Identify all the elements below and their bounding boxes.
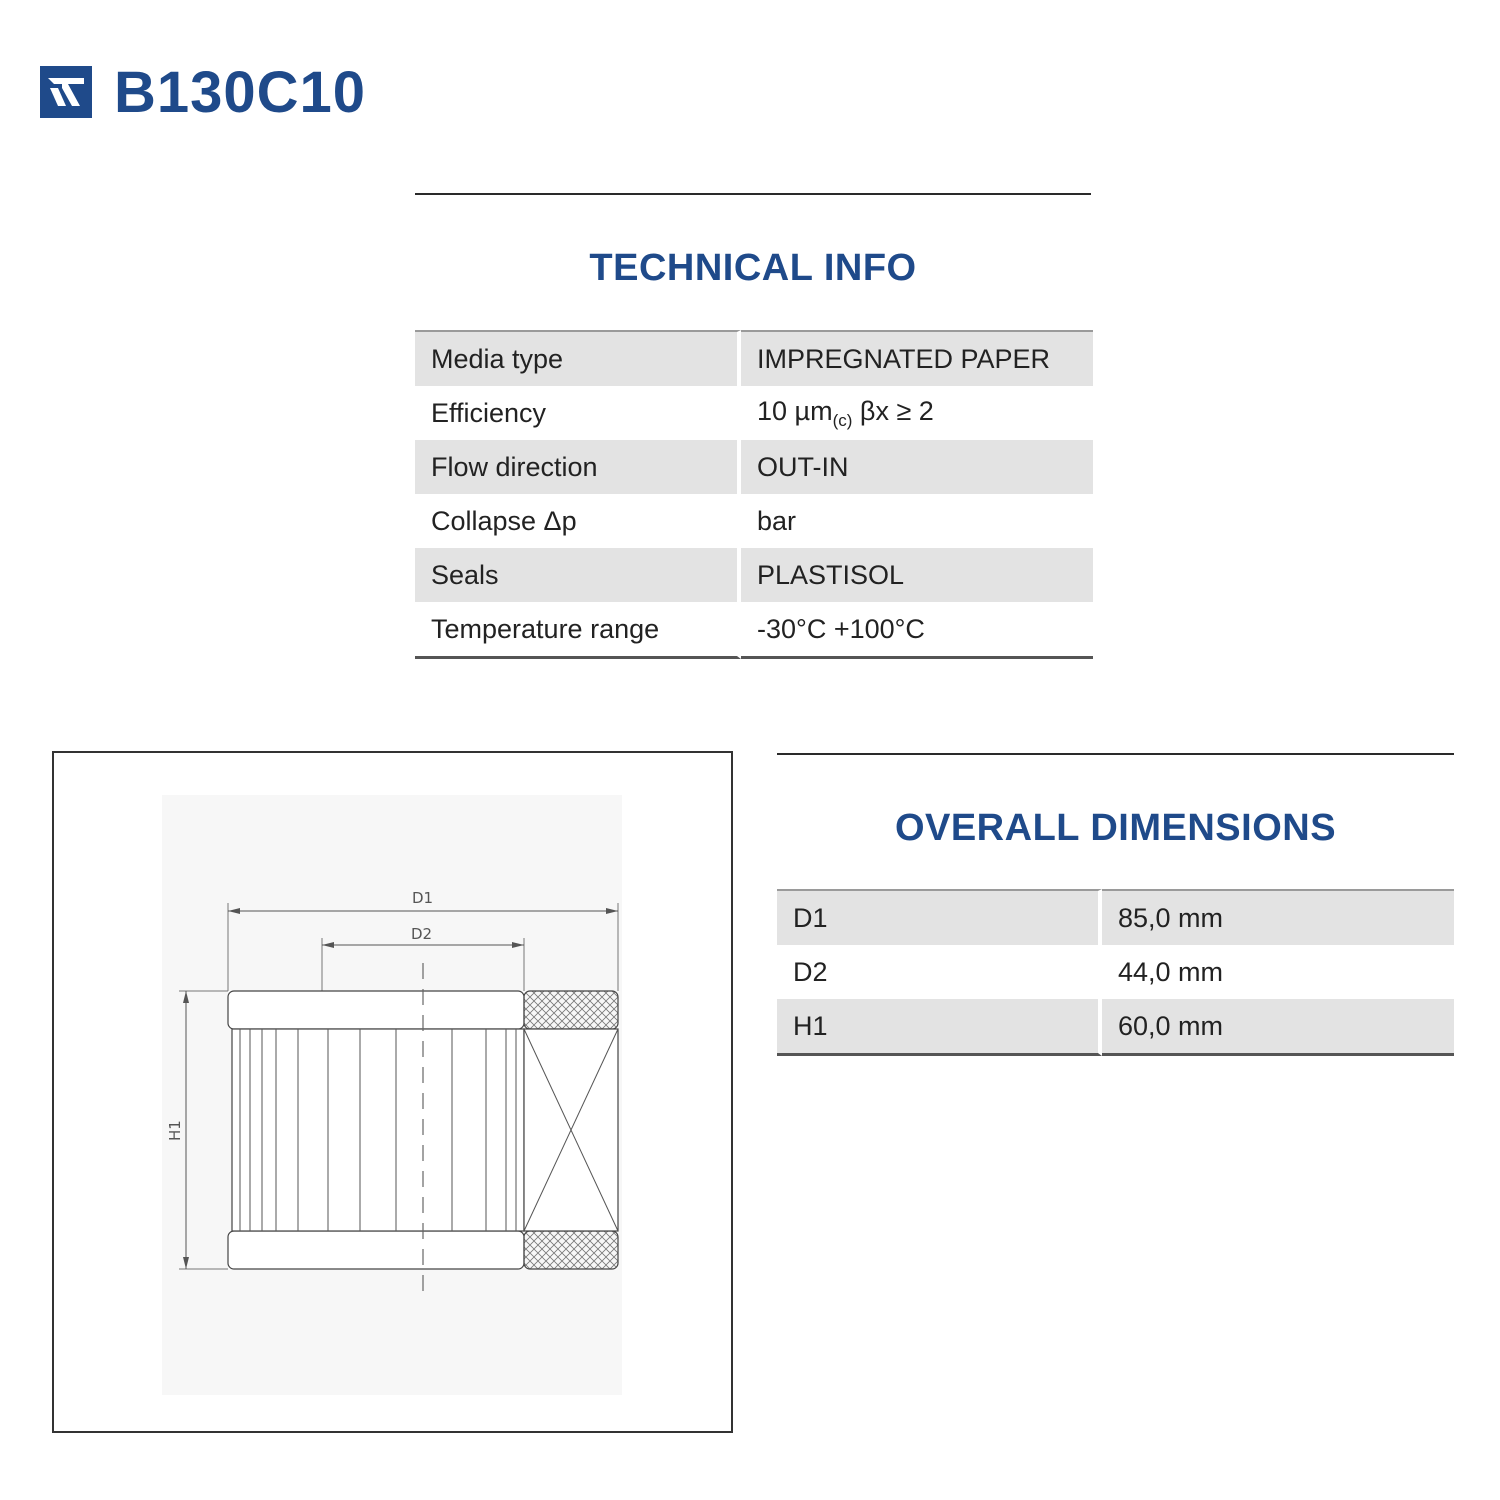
product-code: B130C10 <box>114 59 367 125</box>
brand-logo-icon <box>40 66 92 118</box>
row-value: IMPREGNATED PAPER <box>741 330 1093 386</box>
table-row <box>415 548 1093 602</box>
row-value: PLASTISOL <box>741 548 1093 602</box>
row-label: Temperature range <box>415 602 741 659</box>
technical-drawing-frame <box>52 751 733 1433</box>
dimensions-rule <box>777 753 1454 755</box>
row-value <box>741 386 1093 440</box>
dimensions-title: OVERALL DIMENSIONS <box>894 807 1337 849</box>
h1-label: H1 <box>166 1120 184 1141</box>
efficiency-subscript: (c) <box>832 410 853 430</box>
row-label: D1 <box>777 889 1102 945</box>
bottom-end-cap <box>228 1231 524 1269</box>
row-label: Seals <box>415 548 741 602</box>
table-row <box>415 440 1093 494</box>
table-row <box>777 889 1454 945</box>
table-row <box>415 602 1093 659</box>
technical-info-title: TECHNICAL INFO <box>589 247 917 289</box>
top-seal-section <box>524 991 618 1029</box>
table-row <box>415 330 1093 386</box>
technical-info-rule <box>415 193 1091 195</box>
row-value: bar <box>757 505 797 536</box>
row-label: H1 <box>777 999 1102 1056</box>
row-value: 44,0 mm <box>1118 956 1224 987</box>
table-row <box>415 386 1093 440</box>
efficiency-beta: βx ≥ 2 <box>852 395 934 426</box>
row-value: 85,0 mm <box>1102 889 1454 945</box>
row-value: OUT-IN <box>741 440 1093 494</box>
d1-label: D1 <box>412 889 434 907</box>
row-value: -30°C +100°C <box>741 602 1093 659</box>
d2-label: D2 <box>411 925 433 943</box>
row-value: 60,0 mm <box>1102 999 1454 1056</box>
technical-info-table <box>415 330 1093 659</box>
row-label: D2 <box>777 945 1102 999</box>
row-label: Collapse Δp <box>415 494 741 548</box>
efficiency-value: 10 µm <box>757 395 833 426</box>
filter-drawing <box>54 753 731 1431</box>
row-label: Flow direction <box>415 440 741 494</box>
table-row <box>777 945 1454 999</box>
top-end-cap <box>228 991 524 1029</box>
bottom-seal-section <box>524 1231 618 1269</box>
table-row <box>777 999 1454 1056</box>
table-row <box>415 494 1093 548</box>
row-label: Efficiency <box>415 386 741 440</box>
page-header <box>40 59 367 125</box>
dimensions-table <box>777 889 1454 1056</box>
row-label: Media type <box>415 330 741 386</box>
